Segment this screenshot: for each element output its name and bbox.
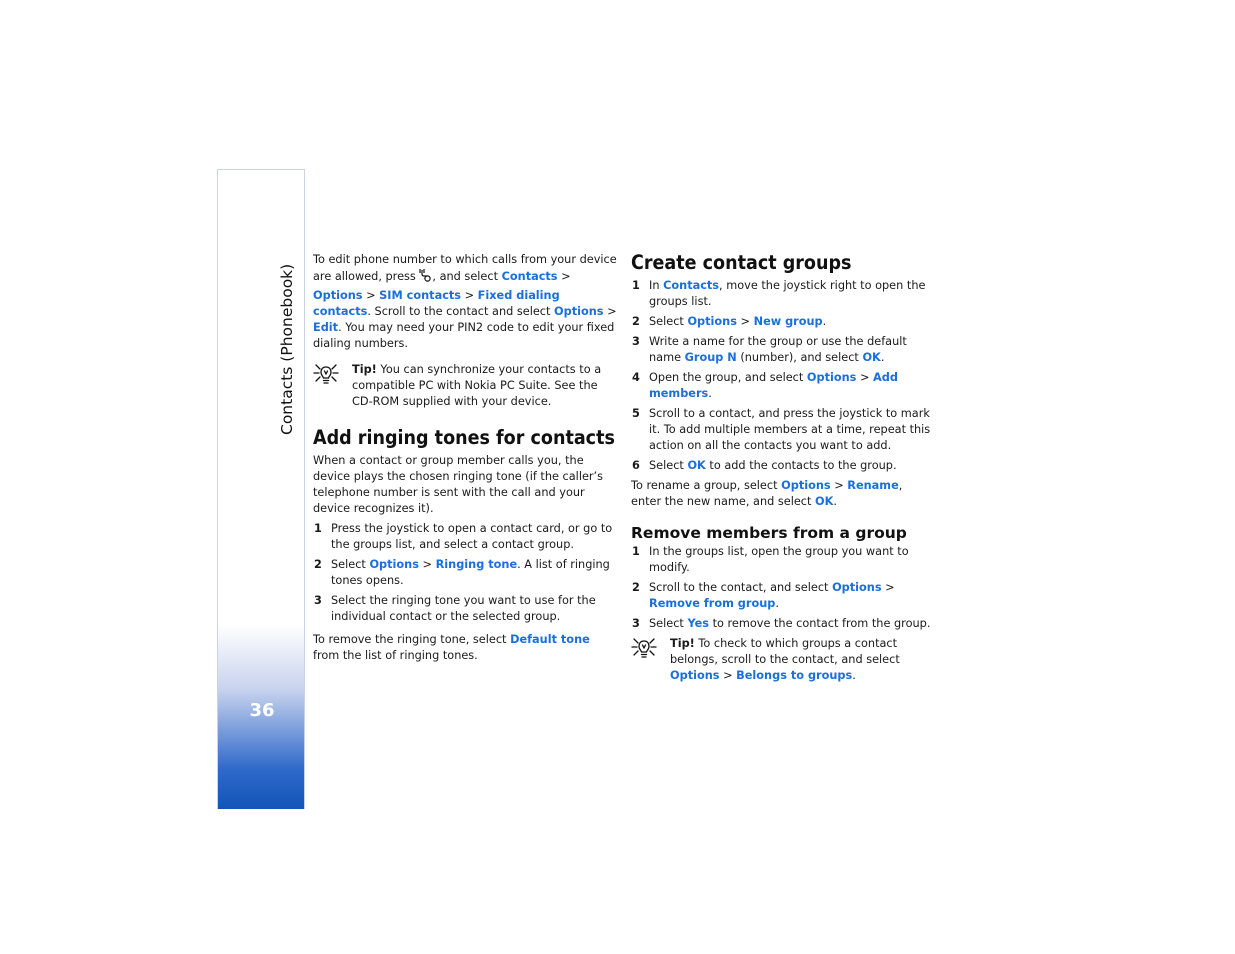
- menu-keyword: Options: [554, 305, 604, 318]
- remove-members-steps: [631, 544, 936, 632]
- ringing-tones-steps: [313, 521, 618, 625]
- menu-keyword: New group: [753, 315, 823, 328]
- remove-tone-paragraph: [313, 632, 618, 664]
- step-number: 1: [314, 522, 322, 535]
- step-text: [649, 459, 897, 472]
- text-run: Select: [649, 315, 688, 328]
- step-text: [331, 594, 596, 623]
- text-run: from the list of ringing tones.: [313, 649, 478, 662]
- text-run: , move the joystick right to open the groups list.: [649, 279, 926, 308]
- text-run: . A list of ringing tones opens.: [331, 558, 610, 587]
- list-item: [631, 370, 936, 402]
- text-run: Scroll to a contact, and press the joystick to mark it. To add multiple members at a time, repeat this action on all the contacts you want to add.: [649, 407, 931, 452]
- text-run: >: [557, 270, 571, 283]
- menu-keyword: Contacts: [663, 279, 720, 292]
- text-run: Write a name for the group or use the default name: [649, 335, 907, 364]
- menu-keyword: Options: [687, 315, 737, 328]
- menu-keyword: Options: [806, 371, 857, 384]
- text-run: , enter the new name, and select: [631, 479, 903, 508]
- menu-keyword: Yes: [687, 617, 709, 630]
- text-run: >: [603, 305, 617, 318]
- text-run: >: [719, 669, 737, 682]
- list-item: [313, 557, 618, 589]
- text-run: >: [418, 558, 436, 571]
- tip-text: [670, 637, 900, 682]
- tip-label: Tip!: [352, 363, 377, 376]
- list-item: [631, 616, 936, 632]
- step-text: [649, 617, 930, 630]
- step-number: 2: [314, 558, 322, 571]
- text-run: .: [833, 495, 837, 508]
- tip-lightbulb-icon: [313, 362, 339, 391]
- list-item: [631, 580, 936, 612]
- menu-keyword: SIM contacts: [379, 289, 462, 302]
- text-run: To edit phone number to which calls from your device are allowed, press: [313, 253, 617, 283]
- side-tab: [217, 169, 305, 809]
- tip-box: [313, 362, 618, 410]
- list-item: [631, 334, 936, 366]
- list-item: [631, 314, 936, 330]
- text-run: >: [856, 371, 874, 384]
- step-text: [331, 522, 612, 551]
- menu-keyword: Options: [313, 289, 363, 302]
- menu-keyword: Options: [369, 558, 419, 571]
- text-run: Open the group, and select: [649, 371, 807, 384]
- section-heading-contact-groups: Create contact groups: [631, 251, 852, 274]
- text-run: (number), and select: [736, 351, 863, 364]
- menu-keyword: Rename: [847, 479, 899, 492]
- menu-keyword: Options: [832, 581, 882, 594]
- text-run: >: [881, 581, 895, 594]
- ringing-tones-paragraph: [313, 453, 618, 517]
- text-run: . Scroll to the contact and select: [367, 305, 555, 318]
- menu-keyword: Options: [670, 669, 720, 682]
- step-number: 5: [632, 407, 640, 420]
- text-run: .: [880, 351, 885, 364]
- list-item: [631, 458, 936, 474]
- step-number: 2: [632, 315, 640, 328]
- step-number: 1: [632, 545, 640, 558]
- text-run: . You may need your PIN2 code to edit your fixed dialing numbers.: [313, 321, 615, 350]
- text-run: >: [362, 289, 380, 302]
- menu-key-icon: [419, 268, 432, 288]
- text-run: .: [775, 597, 779, 610]
- menu-keyword: Options: [781, 479, 831, 492]
- text-run: Select: [331, 558, 370, 571]
- step-text: [649, 581, 895, 610]
- list-item: [631, 278, 936, 310]
- menu-keyword: Fixed dialing contacts: [313, 289, 560, 318]
- text-run: >: [461, 289, 478, 302]
- list-item: [313, 593, 618, 625]
- text-run: to remove the contact from the group.: [708, 617, 931, 630]
- text-run: .: [852, 669, 856, 682]
- tip-lightbulb-icon: [631, 636, 657, 665]
- text-run: You can synchronize your contacts to a compatible PC with Nokia PC Suite. See the CD-ROM supplied with your device.: [352, 363, 602, 408]
- menu-keyword: OK: [815, 495, 834, 508]
- step-number: 4: [632, 371, 640, 384]
- menu-keyword: Ringing tone: [435, 558, 518, 571]
- step-number: 2: [632, 581, 640, 594]
- list-item: [313, 521, 618, 553]
- text-run: >: [830, 479, 848, 492]
- menu-keyword: OK: [687, 459, 706, 472]
- menu-keyword: Contacts: [501, 270, 558, 283]
- rename-paragraph: [631, 478, 936, 510]
- text-run: Select: [649, 459, 688, 472]
- step-text: [649, 335, 907, 364]
- step-number: 3: [632, 335, 640, 348]
- subheading-remove-members: Remove members from a group: [631, 524, 907, 542]
- menu-keyword: Edit: [313, 321, 339, 334]
- step-number: 3: [632, 617, 640, 630]
- text-run: Press the joystick to open a contact card, or go to the groups list, and select a contact group.: [331, 522, 613, 551]
- text-run: When a contact or group member calls you, the device plays the chosen ringing tone (if the caller’s telephone number is sent with the call and your device recognizes it).: [313, 454, 604, 515]
- text-run: Select the ringing tone you want to use for the individual contact or the selected group.: [331, 594, 596, 623]
- step-text: [649, 407, 930, 452]
- section-heading-ringing-tones: Add ringing tones for contacts: [313, 426, 615, 449]
- text-run: .: [822, 315, 827, 328]
- create-groups-steps: [631, 278, 936, 474]
- text-run: To check to which groups a contact belongs, scroll to the contact, and select: [670, 637, 900, 666]
- text-run: Scroll to the contact, and select: [649, 581, 833, 594]
- step-text: [649, 279, 925, 308]
- intro-paragraph: [313, 252, 618, 352]
- step-text: [649, 371, 898, 400]
- list-item: [631, 406, 936, 454]
- page-number: 36: [249, 700, 275, 721]
- menu-keyword: Default tone: [510, 633, 590, 646]
- step-number: 6: [632, 459, 640, 472]
- menu-keyword: OK: [862, 351, 881, 364]
- left-column: [313, 252, 618, 664]
- tip-label: Tip!: [670, 637, 695, 650]
- text-run: To remove the ringing tone, select: [313, 633, 511, 646]
- text-run: In: [649, 279, 664, 292]
- section-label: Contacts (Phonebook): [278, 263, 296, 435]
- list-item: [631, 544, 936, 576]
- text-run: To rename a group, select: [631, 479, 782, 492]
- text-run: >: [736, 315, 754, 328]
- menu-keyword: Remove from group: [649, 597, 776, 610]
- step-number: 3: [314, 594, 322, 607]
- step-text: [649, 315, 826, 328]
- text-run: .: [708, 387, 712, 400]
- menu-keyword: Belongs to groups: [736, 669, 853, 682]
- menu-keyword: Group N: [684, 351, 737, 364]
- text-run: Select: [649, 617, 688, 630]
- step-text: [649, 545, 909, 574]
- step-number: 1: [632, 279, 640, 292]
- tip-text: [352, 363, 601, 408]
- tip-box-groups: [631, 636, 936, 684]
- menu-keyword: Add members: [649, 371, 898, 400]
- text-run: to add the contacts to the group.: [705, 459, 897, 472]
- step-text: [331, 558, 610, 587]
- text-run: , and select: [432, 270, 502, 283]
- text-run: In the groups list, open the group you want to modify.: [649, 545, 909, 574]
- right-column: [631, 250, 936, 684]
